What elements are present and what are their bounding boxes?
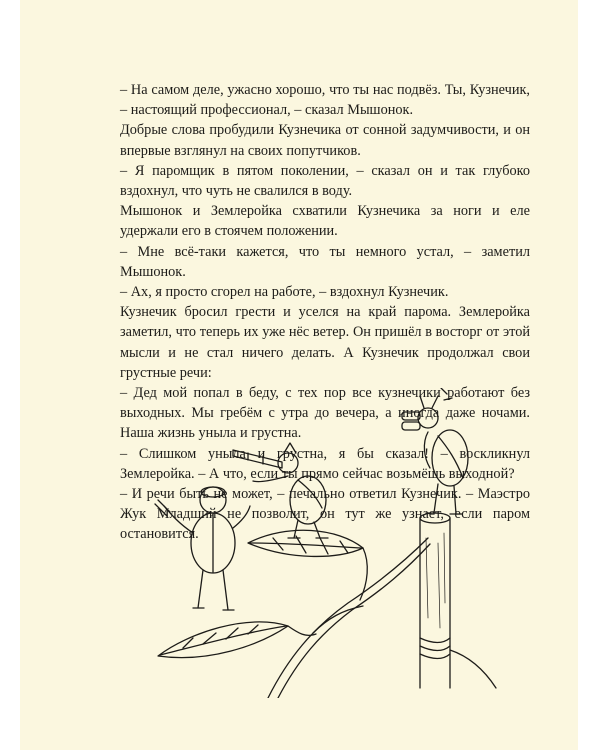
book-page (20, 0, 578, 750)
paragraph-8: – Дед мой попал в беду, с тех пор все кузнечики работают без выходных. Мы гребём с утра до вечера, а иногда даже ночами. Наша жизнь уныла и грустна. (120, 385, 530, 442)
paragraph-9: – Слишком уныла и грустна, я бы сказал! – воскликнул Землеройка. – А что, если ты прямо сейчас возьмёшь выходной? (120, 445, 530, 482)
paragraph-6: – Ах, я просто сгорел на работе, – вздохнул Кузнечик. (120, 284, 449, 301)
paragraph-1: – На самом деле, ужасно хорошо, что ты нас подвёз. Ты, Кузнечик, – настоящий профессионал, – сказал Мышонок. (120, 82, 530, 119)
leaf-middle-icon (248, 530, 367, 600)
beetle-with-binoculars-icon (402, 388, 468, 514)
insects-on-leaves-illustration (138, 388, 498, 698)
telescope-icon (233, 450, 282, 468)
paragraph-2: Добрые слова пробудили Кузнечика от сонной задумчивости, и он впервые взглянул на своих попутчиков. (120, 122, 530, 159)
wooden-post-icon (420, 513, 496, 688)
paragraph-4: Мышонок и Землеройка схватили Кузнечика за ноги и еле удержали его в стоячем положении. (120, 203, 530, 240)
beetle-with-telescope-icon (233, 443, 328, 538)
binoculars-icon (402, 412, 420, 420)
leaf-left-icon (158, 622, 316, 658)
paragraph-5: – Мне всё-таки кажется, что ты немного устал, – заметил Мышонок. (120, 243, 530, 280)
paragraph-3: – Я паромщик в пятом поколении, – сказал он и так глубоко вздохнул, что чуть не свалился в воду. (120, 162, 530, 200)
paragraph-10: – И речи быть не может, – печально ответил Кузнечик. – Маэстро Жук Младший не позволит, он тут же узнает, если паром остановится. (120, 486, 530, 543)
beetle-left-icon (155, 487, 250, 610)
paragraph-7: Кузнечик бросил грести и уселся на край парома. Землеройка заметил, что теперь их уже нёс ветер. Он пришёл в восторг от этой мысли и не стал ничего делать. А Кузнечик продолжал свои грустные речи: (120, 304, 530, 381)
